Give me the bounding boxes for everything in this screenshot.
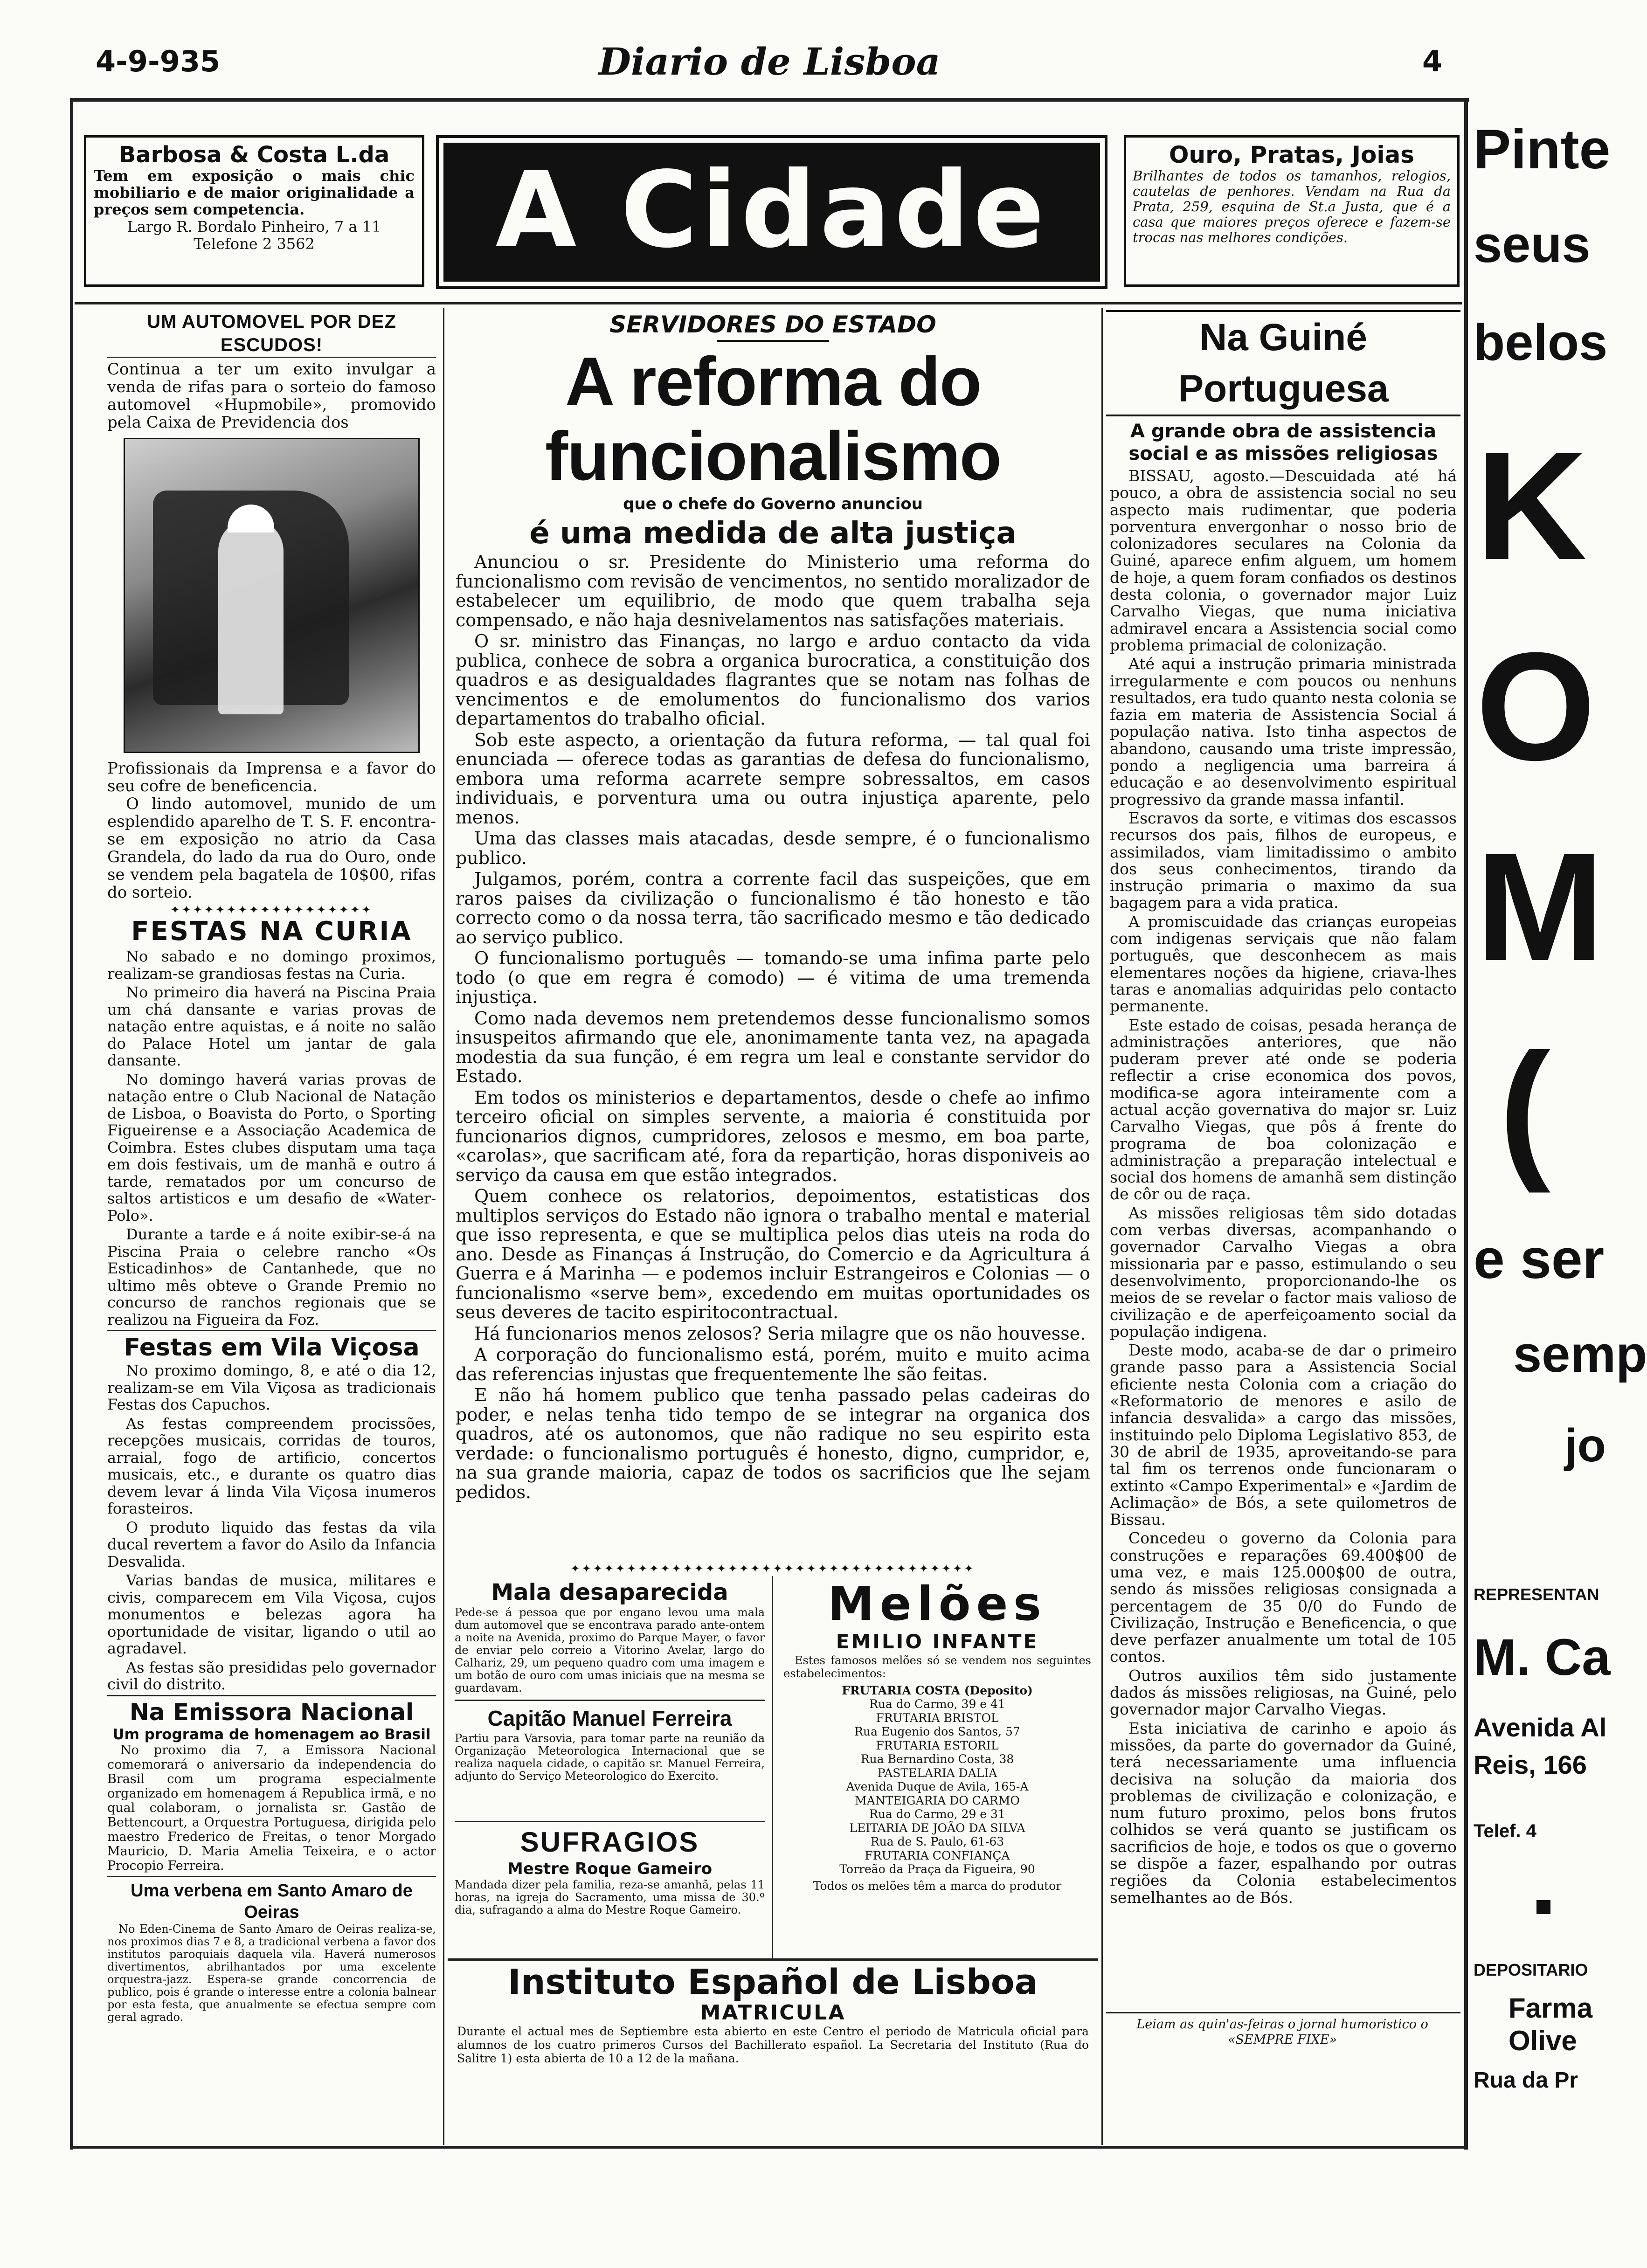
main-para: Julgamos, porém, contra a corrente facil das suspeições, que em raros paises da civilização o funcionalismo é tão honesto e tão correcto como o da nossa terra, tão sacrificado mesmo e tão dedicado ao serviço publico. <box>456 869 1090 947</box>
kicker-rule <box>717 340 829 342</box>
edge-line: M. Ca <box>1474 1629 1611 1686</box>
meloes-seller: EMILIO INFANTE <box>836 1630 1039 1653</box>
ads-separator <box>772 1576 773 1958</box>
shop-address: Rua Eugenio dos Santos, 57 <box>854 1725 1020 1738</box>
car-photo <box>124 438 420 753</box>
rule <box>107 1330 436 1331</box>
main-article <box>450 310 1096 1560</box>
edge-line: belos <box>1474 314 1608 371</box>
meloes-block <box>779 1578 1096 1956</box>
curia-title: FESTAS NA CURIA <box>131 916 412 947</box>
guine-para: Concedeu o governo da Colonia para construções e reparações 69.400$00 de uma vez, e mais 125.000$00 de outra, sendo ás missões religiosas consignada a percentagem de 35 0/0 do Fundo de Civilização, Instrução e Beneficencia, o que deve perfazer anualmente um total de 105 contos. <box>1110 1529 1457 1666</box>
vicosa-para: As festas são presididas pelo governador civil do distrito. <box>107 1658 436 1693</box>
left-rule <box>70 98 73 2150</box>
sufragios-subtitle: Mestre Roque Gameiro <box>507 1860 713 1878</box>
barbosa-address: Largo R. Bordalo Pinheiro, 7 a 11 <box>127 218 381 235</box>
issue-date: 4-9-935 <box>96 44 221 78</box>
curia-para: Durante a tarde e á noite exibir-se-á na Piscina Praia o celebre rancho «Os Esticadinhos» de Cantanhede, que no ultimo mês obteve o Grande Premio no concurso de ranchos regionais que se realizou na Figueira da Foz. <box>107 1225 436 1328</box>
edge-line: DEPOSITARIO <box>1474 1960 1588 1979</box>
ouro-ad <box>1124 135 1460 287</box>
emissora-text: No proximo dia 7, a Emissora Nacional comemorará o aniversario da independencia do Brasil com um programa especialmente organizado em homenagem á Republica irmã, e no qual colaboram, o jornalista sr. Gastão de Bettencourt, a Orquestra Portuguesa, dirigida pelo maestro Frederico de Freitas, o tenor Morgado Mauricio, D. Maria Amelia Teixeira, e o actor Procopio Ferreira. <box>107 1742 436 1873</box>
guine-body <box>1106 468 1460 1906</box>
vicosa-title: Festas em Vila Viçosa <box>124 1334 420 1362</box>
instituto-title: Instituto Español de Lisboa <box>508 1962 1038 2002</box>
guine-para: Deste modo, acaba-se de dar o primeiro grande passo para a Assistencia Social eficiente nesta Colonia com a criação do «Reformatorio de menores e asilo de infancia desvalida» a cargo das missões, instituindo pelo Diploma Legislativo 853, de 30 de abril de 1935, aproveitando-se para tal fim os terrenos onde funcionaram o extinto «Campo Experimental» e «Jardim de Aclimação» de Bós, a sete quilometros de Bissau. <box>1110 1341 1457 1529</box>
shop-name: FRUTARIA CONFIANÇA <box>865 1849 1010 1862</box>
shop-address: Rua do Carmo, 39 e 41 <box>869 1697 1005 1711</box>
edge-line: Olive <box>1509 2025 1577 2056</box>
shop-address: Torreão da Praça da Figueira, 90 <box>839 1862 1035 1876</box>
sufragios-text: Mandada dizer pela familia, reza-se amanhã, pelas 11 horas, na igreja do Sacramento, uma missa de 30.º dia, sufragando a alma do Mestre Roque Gameiro. <box>455 1878 765 1916</box>
edge-ad <box>1471 100 1647 2147</box>
page-number: 4 <box>1422 44 1443 78</box>
edge-line: Rua da Pr <box>1474 2068 1578 2093</box>
col-sep-2 <box>1101 308 1103 2145</box>
sufragios-title: SUFRAGIOS <box>520 1826 699 1858</box>
meloes-shop-list <box>779 1684 1096 1876</box>
vicosa-para: As festas compreendem procissões, recepções musicais, corridas de touros, arraial, fogo de artificio, concertos musicais, etc., e durante os quatro dias devem levar á linda Vila Viçosa inumeros forasteiros. <box>107 1414 436 1517</box>
edge-square <box>1536 1900 1550 1914</box>
upper-divider <box>75 302 1462 304</box>
headline: A reforma do funcionalismo <box>545 343 1001 495</box>
shop-address: Rua do Carmo, 29 e 31 <box>869 1807 1005 1821</box>
curia-para: No primeiro dia haverá na Piscina Praia um chá dansante e varias provas de natação entre aquistas, e á noite no salão do Palace Hotel um jantar de gala dansante. <box>107 983 436 1069</box>
rule <box>107 1695 436 1696</box>
guine-para: A promiscuidade das crianças europeias com indigenas serviçais que não falam português, que desconhecem as mais elementares noções da higiene, criava-lhes taras e anomalias adquiridas pelo contacto permanente. <box>1110 912 1457 1016</box>
guine-title: Na Guiné Portuguesa <box>1106 310 1460 416</box>
newspaper-title: Diario de Lisboa <box>598 40 941 83</box>
barbosa-phone: Telefone 2 3562 <box>194 235 315 253</box>
vicosa-para: O produto liquido das festas da vila ducal revertem a favor do Asilo da Infancia Desvalida. <box>107 1518 436 1570</box>
guine-para: Este estado de coisas, pesada herança de administrações anteriores, que não puderam prever até onde se poderia reflectir a crise economica dos povos, modifica-se agora inteiramente com a actual acção governativa do major sr. Luiz Carvalho Viegas, que pôs á frente do programa de boa colonização e administração a preparação intelectual e social dos homens de amanhã sem distinção de côr ou de raça. <box>1110 1016 1457 1203</box>
main-para: E não há homem publico que tenha passado pelas cadeiras do poder, e nelas tenha tido tempo de se integrar na organica dos quadros, até os autonomos, que não radique no seu espirito esta verdade: o funcionalismo português é honesto, digno, cumpridor, e, na sua grande maioria, capaz de todos os sacrificios que lhe sejam pedidos. <box>456 1385 1090 1502</box>
kicker: SERVIDORES DO ESTADO <box>609 311 936 338</box>
edge-line: Telef. 4 <box>1474 1821 1536 1841</box>
section-title: A Cidade <box>495 149 1048 271</box>
edge-line: seus <box>1474 216 1591 273</box>
barbosa-text: Tem em exposição o mais chic mobiliario e de maior originalidade a preços sem competencia. <box>94 167 415 218</box>
edge-line: e ser <box>1474 1228 1605 1290</box>
edge-line: Avenida Al <box>1474 1713 1607 1742</box>
edge-line: ( <box>1499 1021 1550 1193</box>
edge-line: jo <box>1564 1419 1606 1472</box>
ornament-divider: ✦✦✦✦✦✦✦✦✦✦✦✦✦✦✦✦✦✦ <box>170 903 373 916</box>
bottom-rule <box>70 2146 1468 2149</box>
capitao-block <box>455 1704 765 1816</box>
left-column <box>107 310 436 2143</box>
guine-subtitle: A grande obra de assistencia social e as missões religiosas <box>1128 421 1438 464</box>
barbosa-name: Barbosa & Costa L.da <box>118 142 390 168</box>
auto-title: UM AUTOMOVEL POR DEZ ESCUDOS! <box>107 310 436 358</box>
main-para: Uma das classes mais atacadas, desde sempre, é o funcionalismo publico. <box>456 828 1090 868</box>
edge-line: O <box>1476 620 1596 792</box>
right-column <box>1106 310 1460 2143</box>
rule <box>455 1700 765 1701</box>
ouro-text: Brilhantes de todos os tamanhos, relogios, cautelas de penhores. Vendam na Rua da Prata, 259, esquina de St.a Justa, que é a casa que maiores preços oferece e fazem-se trocas nas melhores condições. <box>1133 168 1451 245</box>
mala-title: Mala desaparecida <box>491 1579 728 1605</box>
edge-line: Reis, 166 <box>1474 1750 1587 1779</box>
col-sep-1 <box>443 308 444 2145</box>
main-para: Em todos os ministerios e departamentos, desde o chefe ao infimo terceiro oficial on simples servente, a maioria é constituida por funcionarios dignos, cumpridores, zelosos e mesmo, em boa parte, «carolas», que sacrificam até, fora da repartição, horas disponiveis ao serviço da causa em que estão integrados. <box>456 1087 1090 1185</box>
top-rule <box>70 98 1469 102</box>
meloes-intro: Estes famosos melões só se vendem nos seguintes estabelecimentos: <box>783 1654 1091 1680</box>
edge-line: Farma <box>1509 1992 1593 2024</box>
main-para: Como nada devemos nem pretendemos desse funcionalismo somos insuspeitos afirmando que ele, anonimamente tanta vez, na apagada modestia da sua função, é em regra um leal e constante servidor do Estado. <box>456 1008 1090 1086</box>
curia-para: No sabado e no domingo proximos, realizam-se grandiosas festas na Curia. <box>107 947 436 982</box>
guine-para: Esta iniciativa de carinho e apoio ás missões, da parte do governador da Guiné, terá necessariamente uma influencia decisiva na solução da maioria dos problemas de civilização e colonização, e num futuro proximo, pelos bons frutos colhidos se verá quanto se justificam os sacrificios de hoje, e todos os que o governo se dispõe a fazer, espalhando por outras regiões da Colonia estabelecimentos semelhantes ao de Bós. <box>1110 1719 1457 1907</box>
ouro-title: Ouro, Pratas, Joias <box>1169 141 1414 168</box>
capitao-title: Capitão Manuel Ferreira <box>487 1706 732 1730</box>
vicosa-body <box>107 1362 436 1693</box>
auto-text-3: O lindo automovel, munido de um esplendido aparelho de T. S. F. encontra-se em exposição no atrio da Casa Grandela, do lado da rua do Ouro, onde se vendem pela bagatela de 10$00, rifas do sorteio. <box>107 795 436 902</box>
mala-text: Pede-se á pessoa que por engano levou uma mala dum automovel que se encontrava parado ante-ontem a noite na Avenida, proximo do Parque Mayer, o favor de enviar pelo correio a Vitorino Avelar, largo do Calhariz, 29, um pequeno quadro com uma imagem e um botão de ouro com umas iniciais que na mesma se guardavam. <box>455 1606 765 1694</box>
guine-para: As missões religiosas têm sido dotadas com verbas diversas, acompanhando o governador Carvalho Viegas a obra missionaria par e passo, estimulando o seu desenvolvimento, proporcionando-lhe os meios de se revelar o factor mais valioso de civilização e de aperfeiçoamento social da população indigena. <box>1110 1203 1457 1341</box>
edge-line: K <box>1476 420 1587 592</box>
main-para: Sob este aspecto, a orientação da futura reforma, — tal qual foi enunciada — oferece todas as garantias de defesa do funcionalismo, embora uma reforma acarrete sempre sobressaltos, em casos individuais, e porventura uma ou outra injustiça aparente, pelo menos. <box>456 729 1090 828</box>
shop-name: FRUTARIA BRISTOL <box>876 1711 999 1725</box>
instituto-block <box>448 1962 1098 2065</box>
shop-name: FRUTARIA COSTA (Deposito) <box>842 1684 1033 1697</box>
curia-para: No domingo haverá varias provas de natação entre o Club Nacional de Natação de Lisboa, o Boavista do Porto, o Sporting Figueirense e a Associação Academica de Coimbra. Estes clubes disputam uma taça em dois festivais, um de manhã e outro á tarde, rematados por um concurso de saltos artisticos e um desafio de «Water-Polo». <box>107 1070 436 1224</box>
shop-name: LEITARIA DE JOÃO DA SILVA <box>849 1821 1025 1835</box>
sempre-fixe-note: Leiam as quin'as-feiras o jornal humoristico o «SEMPRE FIXE» <box>1136 2017 1428 2047</box>
vicosa-para: No proximo domingo, 8, e até o dia 12, realizam-se em Vila Viçosa as tradicionais Festas dos Capuchos. <box>107 1362 436 1413</box>
edge-line: semp <box>1513 1326 1647 1383</box>
verbena-text: No Eden-Cinema de Santo Amaro de Oeiras realiza-se, nos proximos dias 7 e 8, a tradicional verbena a favor dos institutos paroquiais daquela vila. Haverá numerosos divertimentos, abrilhantados por uma excelente orquestra-jazz. Espera-se grande concorrencia de publico, pois é grande o interesse entre a colonia balnear por esta festa, que anualmente se efectua sempre com geral agrado. <box>107 1922 436 2024</box>
deck: que o chefe do Governo anunciou <box>623 495 923 513</box>
shop-address: Rua de S. Paulo, 61-63 <box>870 1835 1004 1848</box>
guine-para: BISSAU, agosto.—Descuidada até há pouco, a obra de assistencia social no seu aspecto mais rudimentar, que poderia porventura envergonhar o nosso brio de colonizadores seculares na Colonia da Guiné, aparece enfim alguem, um homem de hoje, a quem foram confiados os destinos desta colonia, o governador major Luiz Carvalho Viegas, que numa iniciativa admiravel encara a Assistencia social como problema primacial de colonização. <box>1110 467 1457 654</box>
guine-para: Outros auxilios têm sido justamente dados ás missões religiosas, na Guiné, pelo governador major Carvalho Viegas. <box>1110 1666 1457 1719</box>
subhead: é uma medida de alta justiça <box>529 516 1017 551</box>
main-para: Há funcionarios menos zelosos? Seria milagre que os não houvesse. <box>474 1323 1086 1344</box>
shop-name: FRUTARIA ESTORIL <box>876 1739 999 1752</box>
emissora-title: Na Emissora Nacional <box>129 1698 414 1726</box>
right-rule <box>1464 98 1468 2150</box>
capitao-text: Partiu para Varsovia, para tomar parte na reunião da Organização Meteorologica Internacional que se realiza naquela cidade, o capitão sr. Manuel Ferreira, adjunto do Serviço Meteorologico do Exercito. <box>455 1732 765 1783</box>
auto-text-2: Profissionais da Imprensa e a favor do seu cofre de beneficencia. <box>107 759 436 795</box>
instituto-subtitle: MATRICULA <box>700 2001 846 2025</box>
auto-text-1: Continua a ter um exito invulgar a venda de rifas para o sorteio do famoso automovel «Hupmobile», promovido pela Caixa de Previdencia dos <box>107 360 436 432</box>
meloes-footer: Todos os melões têm a marca do produtor <box>813 1879 1062 1893</box>
barbosa-ad <box>84 135 424 287</box>
edge-line: Pinte <box>1474 118 1611 180</box>
shop-address: Avenida Duque de Avila, 165-A <box>846 1780 1029 1793</box>
shop-name: MANTEIGARIA DO CARMO <box>855 1794 1020 1807</box>
section-title-box <box>436 135 1107 289</box>
rule <box>107 1876 436 1877</box>
main-para: O sr. ministro das Finanças, no largo e arduo contacto da vida publica, conhece de sobra a organica burocratica, a constituição dos quadros e as desigualdades flagrantes que se notam nas folhas de vencimentos e de emolumentos do funcionalismo dos varios departamentos do trabalho oficial. <box>456 631 1090 729</box>
shop-name: PASTELARIA DALIA <box>877 1766 997 1780</box>
ornament-divider: ✦✦✦✦✦✦✦✦✦✦✦✦✦✦✦✦✦✦✦✦✦✦✦✦✦✦✦✦✦✦✦✦✦✦✦✦ <box>570 1562 976 1575</box>
edge-line: M <box>1476 821 1604 993</box>
verbena-title: Uma verbena em Santo Amaro de Oeiras <box>131 1881 413 1922</box>
guine-para: Escravos da sorte, e vitimas dos escassos recursos dos pais, filhos de europeus, e assimilados, viam limitadissimo o ambito dos seus conhecimentos, tirando da instrução primaria o maximo da sua bagagem para a vida pratica. <box>1110 809 1457 912</box>
main-body <box>450 553 1096 1502</box>
rule <box>448 1958 1098 1961</box>
meloes-title: Melões <box>828 1577 1047 1631</box>
edge-line: REPRESENTAN <box>1474 1585 1599 1604</box>
main-para: Anunciou o sr. Presidente do Ministerio uma reforma do funcionalismo com revisão de vencimentos, no sentido moralizador de estabelecer um equilibrio, de modo que quem trabalha seja compensado, e não haja desnivelamentos nas satisfações materiais. <box>456 552 1090 630</box>
curia-body <box>107 948 436 1328</box>
guine-para: Até aqui a instrução primaria ministrada irregularmente e com poucos ou nenhuns resultados, era tudo quanto nesta colonia se fazia em materia de Assistencia Social á população nativa. Isto tinha aspectos de abandono, causando uma triste impressão, pondo a negligencia uma barreira á educação e ao desenvolvimento espiritual progressivo da grande massa infantil. <box>1110 655 1457 809</box>
instituto-text: Durante el actual mes de Septiembre esta abierto en este Centro el periodo de Matricula oficial para alumnos de los cuatro primeros Cursos del Bachillerato español. La Secretaria del Instituto (Rua do Salitre 1) esta abierta de 10 a 12 de la mañana. <box>457 2025 1089 2065</box>
main-para: O funcionalismo português — tomando-se uma infima parte pelo todo (o que em regra é comodo) — é vitima de uma tremenda injustiça. <box>456 948 1090 1007</box>
main-para: Quem conhece os relatorios, depoimentos, estatisticas dos multiplos serviços do Estado não ignora o trabalho mental e material que isso representa, e que se multiplica pelos dias uteis na roda do ano. Desde as Finanças á Instrução, do Comercio e da Agricultura á Guerra e á Marinha — e podemos incluir Estrangeiros e Colonias — o funcionalismo «serve bem», excedendo em muitas oportunidades os seus deveres de tacito espiritocontractual. <box>456 1186 1090 1322</box>
rule <box>1106 2012 1460 2013</box>
vicosa-para: Varias bandas de musica, militares e civis, comparecem em Vila Viçosa, cujos monumentos e belezas agora ha oportunidade de visitar, ligando o util ao agradavel. <box>107 1571 436 1657</box>
sufragios-block <box>455 1825 765 1951</box>
mala-block <box>455 1578 765 1697</box>
shop-address: Rua Bernardino Costa, 38 <box>860 1752 1014 1766</box>
emissora-subtitle: Um programa de homenagem ao Brasil <box>112 1726 431 1743</box>
rule <box>455 1821 765 1822</box>
man-figure <box>218 519 284 714</box>
main-para: A corporação do funcionalismo está, porém, muito e muito acima das referencias injustas que frequentemente lhe são feitas. <box>456 1344 1090 1384</box>
